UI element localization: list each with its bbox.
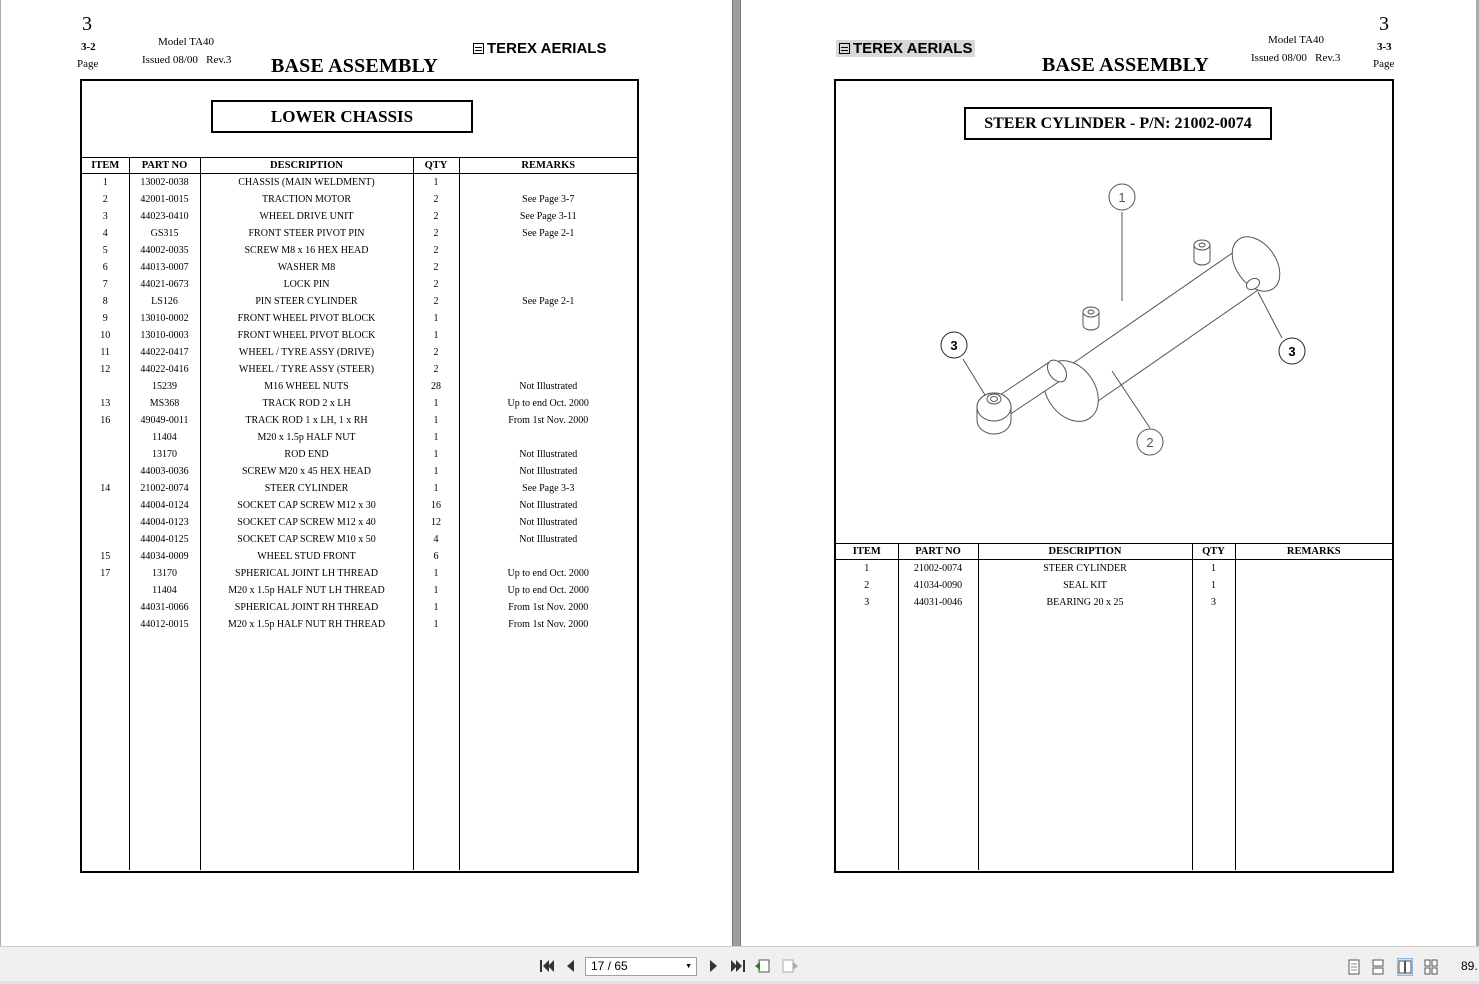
table-cell: 13170 (129, 565, 200, 582)
table-row (82, 259, 637, 276)
table-cell (836, 611, 898, 870)
callout-label: 3 (950, 338, 958, 353)
page-label: Page (77, 58, 99, 70)
column-header: QTY (1192, 544, 1235, 560)
table-cell: 2 (836, 577, 898, 594)
left-document-page (1, 0, 732, 946)
table-cell: 8 (82, 293, 129, 310)
table-cell: 4 (82, 225, 129, 242)
table-cell (82, 378, 129, 395)
table-cell: See Page 2-1 (522, 228, 575, 239)
column-header: QTY (413, 158, 459, 174)
table-row (82, 548, 637, 565)
table-row (82, 208, 637, 225)
table-cell: 7 (82, 276, 129, 293)
table-cell (1235, 594, 1392, 611)
table-cell: 44031-0046 (898, 594, 978, 611)
table-cell: 2 (413, 344, 459, 361)
continuous-view-icon[interactable] (1371, 959, 1385, 975)
page-gutter (732, 0, 741, 946)
table-cell (413, 633, 459, 870)
table-cell (82, 582, 129, 599)
table-cell: 5 (82, 242, 129, 259)
column-header: PART NO (898, 544, 978, 560)
table-cell: 11404 (129, 582, 200, 599)
table-cell: STEER CYLINDER (200, 480, 413, 497)
table-cell: Up to end Oct. 2000 (507, 585, 589, 596)
table-cell: 21002-0074 (898, 560, 978, 578)
table-row (82, 395, 637, 412)
chevron-down-icon[interactable]: ▼ (685, 963, 692, 970)
table-cell: SEAL KIT (978, 577, 1192, 594)
table-row (82, 174, 637, 192)
callout-3-left (941, 332, 967, 358)
table-cell: 1 (413, 412, 459, 429)
table-cell: M20 x 1.5p HALF NUT LH THREAD (200, 582, 413, 599)
table-cell (82, 446, 129, 463)
table-cell: STEER CYLINDER (978, 560, 1192, 578)
table-cell: LS126 (129, 293, 200, 310)
table-cell: 44002-0035 (129, 242, 200, 259)
table-filler-row (82, 633, 637, 870)
table-row (82, 480, 637, 497)
table-cell: 44031-0066 (129, 599, 200, 616)
table-cell: See Page 2-1 (522, 296, 575, 307)
table-row (82, 497, 637, 514)
table-cell (978, 611, 1192, 870)
table-cell (1192, 611, 1235, 870)
chapter-number: 3 (82, 13, 92, 35)
table-cell: 1 (1192, 560, 1235, 578)
table-cell: SPHERICAL JOINT RH THREAD (200, 599, 413, 616)
table-cell: 1 (836, 560, 898, 578)
table-cell (459, 310, 637, 327)
table-cell: Not Illustrated (519, 466, 578, 477)
previous-page-icon[interactable] (562, 958, 580, 974)
table-cell: WHEEL / TYRE ASSY (DRIVE) (200, 344, 413, 361)
table-cell: 44022-0417 (129, 344, 200, 361)
previous-view-icon[interactable] (754, 958, 772, 974)
callout-1 (1109, 184, 1135, 210)
table-cell: 1 (413, 446, 459, 463)
table-row (82, 293, 637, 310)
table-cell: 44004-0125 (129, 531, 200, 548)
single-page-view-icon[interactable] (1347, 959, 1361, 975)
table-cell: 4 (413, 531, 459, 548)
table-cell: Up to end Oct. 2000 (507, 398, 589, 409)
table-cell: SOCKET CAP SCREW M12 x 40 (200, 514, 413, 531)
page-number: 3-2 (81, 41, 96, 53)
table-cell: 15239 (129, 378, 200, 395)
table-cell: M16 WHEEL NUTS (200, 378, 413, 395)
table-cell: Up to end Oct. 2000 (507, 568, 589, 579)
table-cell: WASHER M8 (200, 259, 413, 276)
table-cell: 2 (413, 225, 459, 242)
table-cell: 16 (413, 497, 459, 514)
table-cell (459, 344, 637, 361)
terex-logo (473, 40, 606, 57)
table-cell: 44022-0416 (129, 361, 200, 378)
table-row (82, 276, 637, 293)
table-cell: Not Illustrated (519, 534, 578, 545)
right-document-page (741, 0, 1476, 946)
table-cell: See Page 3-3 (522, 483, 575, 494)
column-header: ITEM (82, 158, 129, 174)
table-cell: WHEEL DRIVE UNIT (200, 208, 413, 225)
table-cell (459, 327, 637, 344)
parts-table (836, 543, 1392, 870)
table-cell: 3 (1192, 594, 1235, 611)
table-cell: 10 (82, 327, 129, 344)
table-cell: 12 (413, 514, 459, 531)
column-header: REMARKS (459, 158, 637, 174)
table-cell (1235, 560, 1392, 578)
table-row (82, 327, 637, 344)
callout-label: 1 (1118, 190, 1126, 205)
table-cell: 21002-0074 (129, 480, 200, 497)
table-cell (459, 429, 637, 446)
table-row (82, 446, 637, 463)
table-cell: From 1st Nov. 2000 (508, 415, 589, 426)
facing-view-icon[interactable] (1398, 959, 1412, 975)
page-title: BASE ASSEMBLY (271, 55, 438, 77)
table-cell: 1 (413, 429, 459, 446)
parts-table (82, 157, 637, 870)
table-cell: M20 x 1.5p HALF NUT RH THREAD (200, 616, 413, 633)
table-cell (200, 633, 413, 870)
table-cell (1235, 611, 1392, 870)
table-cell: 44003-0036 (129, 463, 200, 480)
table-cell (82, 633, 129, 870)
table-cell (129, 633, 200, 870)
table-cell: 2 (413, 293, 459, 310)
logo-text: TEREX AERIALS (853, 40, 973, 57)
table-cell: FRONT STEER PIVOT PIN (200, 225, 413, 242)
table-cell: 3 (836, 594, 898, 611)
callout-2 (1137, 429, 1163, 455)
table-row (82, 344, 637, 361)
table-cell: 44023-0410 (129, 208, 200, 225)
table-cell: M20 x 1.5p HALF NUT (200, 429, 413, 446)
table-row (82, 514, 637, 531)
table-cell: FRONT WHEEL PIVOT BLOCK (200, 327, 413, 344)
table-cell: FRONT WHEEL PIVOT BLOCK (200, 310, 413, 327)
table-cell (82, 599, 129, 616)
table-cell: From 1st Nov. 2000 (508, 619, 589, 630)
table-cell: TRACK ROD 1 x LH, 1 x RH (200, 412, 413, 429)
table-cell: 44013-0007 (129, 259, 200, 276)
terex-logo (836, 40, 975, 57)
table-row (82, 378, 637, 395)
table-cell: 49049-0011 (129, 412, 200, 429)
table-row (82, 429, 637, 446)
table-cell: 6 (413, 548, 459, 565)
table-row (836, 560, 1392, 578)
table-cell: 11404 (129, 429, 200, 446)
steer-cylinder-diagram (931, 175, 1321, 465)
table-cell: BEARING 20 x 25 (978, 594, 1192, 611)
table-cell: SCREW M20 x 45 HEX HEAD (200, 463, 413, 480)
table-cell: 1 (413, 463, 459, 480)
table-cell (459, 259, 637, 276)
table-cell (898, 611, 978, 870)
table-cell: 2 (413, 276, 459, 293)
table-cell: 2 (413, 361, 459, 378)
table-cell: 13 (82, 395, 129, 412)
table-cell: 12 (82, 361, 129, 378)
table-row (82, 565, 637, 582)
table-row (836, 577, 1392, 594)
chapter-number: 3 (1379, 13, 1389, 35)
table-cell: 1 (413, 395, 459, 412)
table-cell: 28 (413, 378, 459, 395)
table-cell: 2 (413, 191, 459, 208)
table-row (82, 412, 637, 429)
model-label: Model TA40 (1268, 34, 1325, 46)
last-page-icon[interactable] (729, 958, 747, 974)
table-cell: See Page 3-7 (522, 194, 575, 205)
zoom-level[interactable]: 89. (1461, 959, 1478, 973)
table-cell (459, 276, 637, 293)
table-cell (82, 616, 129, 633)
table-row (82, 463, 637, 480)
table-cell: 1 (413, 582, 459, 599)
table-cell: 42001-0015 (129, 191, 200, 208)
table-cell: 13010-0003 (129, 327, 200, 344)
issue-label: Issued 08/00 Rev.3 (1251, 52, 1341, 64)
table-cell: LOCK PIN (200, 276, 413, 293)
table-cell (82, 463, 129, 480)
table-cell: 3 (82, 208, 129, 225)
table-cell: 1 (413, 599, 459, 616)
column-header: REMARKS (1235, 544, 1392, 560)
table-filler-row (836, 611, 1392, 870)
table-cell: 15 (82, 548, 129, 565)
table-cell (459, 361, 637, 378)
page-label: Page (1373, 58, 1395, 70)
table-cell: 2 (413, 242, 459, 259)
page-title: BASE ASSEMBLY (1042, 54, 1209, 76)
table-cell: 1 (413, 616, 459, 633)
table-row (82, 616, 637, 633)
table-cell: 17 (82, 565, 129, 582)
table-cell: MS368 (129, 395, 200, 412)
table-row (82, 225, 637, 242)
table-row (82, 582, 637, 599)
table-cell: 2 (413, 259, 459, 276)
table-cell: 13170 (129, 446, 200, 463)
continuous-facing-view-icon[interactable] (1424, 959, 1438, 975)
table-cell: 2 (82, 191, 129, 208)
table-cell: 44004-0124 (129, 497, 200, 514)
table-cell: GS315 (129, 225, 200, 242)
table-cell: 41034-0090 (898, 577, 978, 594)
table-cell (459, 633, 637, 870)
next-view-icon[interactable] (781, 958, 799, 974)
table-cell: 1 (413, 174, 459, 192)
table-row (82, 361, 637, 378)
table-row (82, 242, 637, 259)
table-cell: SOCKET CAP SCREW M10 x 50 (200, 531, 413, 548)
logo-text: TEREX AERIALS (487, 40, 607, 57)
table-cell (82, 429, 129, 446)
page-indicator: 17 / 65 (591, 959, 628, 973)
table-cell: CHASSIS (MAIN WELDMENT) (200, 174, 413, 192)
table-cell: 1 (413, 327, 459, 344)
table-cell: WHEEL STUD FRONT (200, 548, 413, 565)
table-cell: 44004-0123 (129, 514, 200, 531)
table-cell: SPHERICAL JOINT LH THREAD (200, 565, 413, 582)
issue-label: Issued 08/00 Rev.3 (142, 54, 232, 66)
table-row (82, 599, 637, 616)
terex-logo-icon (839, 43, 850, 54)
table-cell: SCREW M8 x 16 HEX HEAD (200, 242, 413, 259)
table-cell: 11 (82, 344, 129, 361)
callout-label: 2 (1146, 435, 1154, 450)
table-row (82, 310, 637, 327)
table-cell (459, 242, 637, 259)
table-row (82, 191, 637, 208)
table-cell: WHEEL / TYRE ASSY (STEER) (200, 361, 413, 378)
table-cell (459, 174, 637, 192)
table-cell: 1 (1192, 577, 1235, 594)
terex-logo-icon (473, 43, 484, 54)
callout-3-right (1279, 338, 1305, 364)
column-header: DESCRIPTION (200, 158, 413, 174)
table-cell: 14 (82, 480, 129, 497)
table-cell (82, 514, 129, 531)
column-header: ITEM (836, 544, 898, 560)
table-cell: 13002-0038 (129, 174, 200, 192)
table-cell: 1 (413, 565, 459, 582)
table-row (836, 594, 1392, 611)
section-title-box: STEER CYLINDER - P/N: 21002-0074 (964, 107, 1272, 140)
table-cell: From 1st Nov. 2000 (508, 602, 589, 613)
table-cell (82, 531, 129, 548)
model-label: Model TA40 (158, 36, 215, 48)
table-cell: 1 (82, 174, 129, 192)
table-cell: Not Illustrated (519, 449, 578, 460)
table-cell (459, 548, 637, 565)
table-cell (82, 497, 129, 514)
table-cell: 44021-0673 (129, 276, 200, 293)
table-cell: Not Illustrated (519, 517, 578, 528)
table-cell: ROD END (200, 446, 413, 463)
column-header: PART NO (129, 158, 200, 174)
table-cell: PIN STEER CYLINDER (200, 293, 413, 310)
table-cell: SOCKET CAP SCREW M12 x 30 (200, 497, 413, 514)
table-cell: 2 (413, 208, 459, 225)
page-number-input[interactable] (585, 957, 697, 976)
column-header: DESCRIPTION (978, 544, 1192, 560)
table-cell: 6 (82, 259, 129, 276)
table-cell: 44034-0009 (129, 548, 200, 565)
table-cell: 44012-0015 (129, 616, 200, 633)
table-cell (1235, 577, 1392, 594)
table-cell: Not Illustrated (519, 381, 578, 392)
table-cell: Not Illustrated (519, 500, 578, 511)
table-cell: TRACTION MOTOR (200, 191, 413, 208)
table-cell: 16 (82, 412, 129, 429)
viewer-toolbar (0, 946, 1479, 984)
section-title-box: LOWER CHASSIS (211, 100, 473, 133)
table-row (82, 531, 637, 548)
callout-label: 3 (1288, 344, 1296, 359)
table-cell: 1 (413, 310, 459, 327)
table-cell: 1 (413, 480, 459, 497)
table-cell: 13010-0002 (129, 310, 200, 327)
first-page-icon[interactable] (538, 958, 556, 974)
next-page-icon[interactable] (704, 958, 722, 974)
table-cell: TRACK ROD 2 x LH (200, 395, 413, 412)
table-cell: 9 (82, 310, 129, 327)
table-cell: See Page 3-11 (519, 211, 577, 222)
page-number: 3-3 (1377, 41, 1392, 53)
